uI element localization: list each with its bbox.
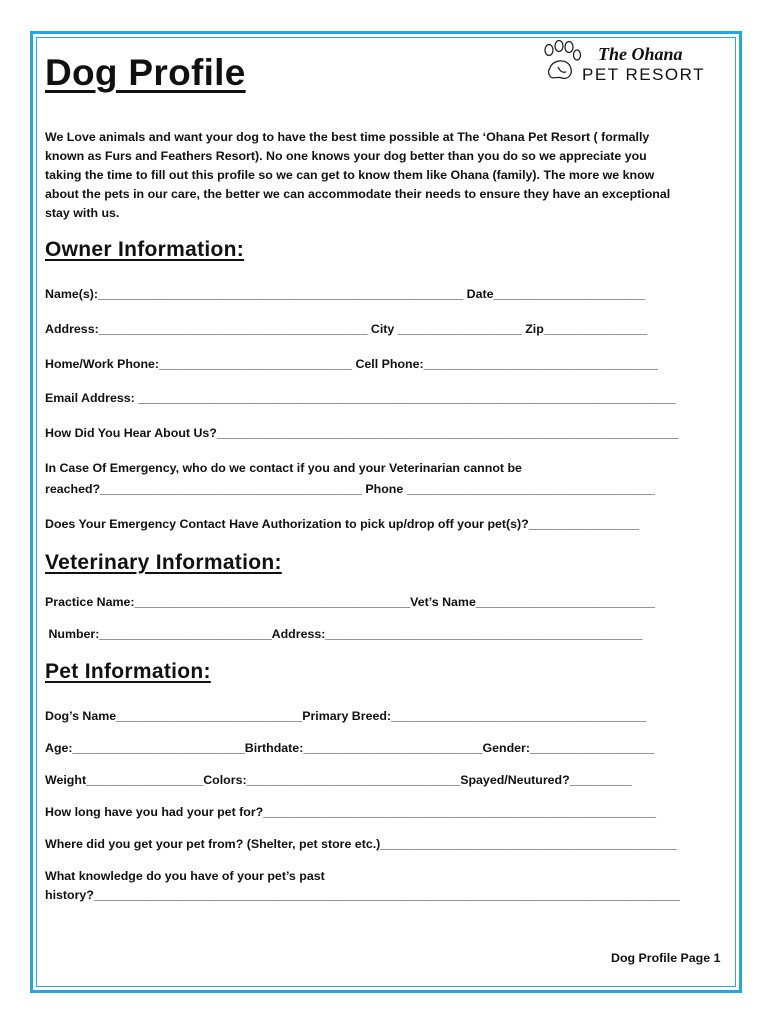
emergency-authorization-field[interactable]: Does Your Emergency Contact Have Authorization to pick up/drop off your pet(s)?________________ [45,517,639,531]
ownership-duration-field[interactable]: How long have you had your pet for?_________________________________________________________ [45,805,657,819]
owner-address-field[interactable]: Address:_______________________________________ City __________________ Zip_______________ [45,322,648,336]
owner-email-field[interactable]: Email Address: ______________________________________________________________________________ [45,391,676,405]
dog-name-breed-field[interactable]: Dog’s Name___________________________Primary Breed:_____________________________________ [45,709,647,723]
pet-history-field[interactable]: history?_____________________________________________________________________________________ [45,888,680,902]
pet-section-heading: Pet Information: [45,660,211,683]
vet-practice-field[interactable]: Practice Name:________________________________________Vet’s Name__________________________ [45,595,656,609]
intro-line: stay with us. [45,206,120,220]
intro-line: known as Furs and Feathers Resort). No one knows your dog better than you do so we appreciate you [45,149,647,163]
logo-subtitle: PET RESORT [582,65,706,84]
intro-line: about the pets in our care, the better we can accommodate their needs to ensure they have an exceptional [45,187,671,201]
pet-history-prompt: What knowledge do you have of your pet’s past [45,869,325,883]
owner-section-heading: Owner Information: [45,238,245,261]
intro-line: We Love animals and want your dog to have the best time possible at The ‘Ohana Pet Resort ( formally [45,130,650,144]
referral-source-field[interactable]: How Did You Hear About Us?___________________________________________________________________ [45,426,679,440]
intro-line: taking the time to fill out this profile so we can get to know them like Ohana (family). The more we know [45,168,655,182]
pet-origin-field[interactable]: Where did you get your pet from? (Shelter, pet store etc.)___________________________________________ [45,837,677,851]
page-title: Dog Profile [45,52,246,93]
emergency-contact-prompt: In Case Of Emergency, who do we contact if you and your Veterinarian cannot be [45,461,522,475]
age-birthdate-gender-field[interactable]: Age:_________________________Birthdate:__________________________Gender:__________________ [45,741,655,755]
weight-colors-spayed-field[interactable]: Weight_________________Colors:_______________________________Spayed/Neutured?_________ [45,773,632,787]
emergency-contact-field[interactable]: reached?______________________________________ Phone ____________________________________ [45,482,655,496]
resort-logo [540,40,715,90]
paw-print-icon [540,40,582,86]
logo-name: The Ohana [598,44,683,64]
page-number: Dog Profile Page 1 [611,951,721,965]
intro-paragraph [45,128,725,223]
owner-name-date-field[interactable]: Name(s):_____________________________________________________ Date______________________ [45,287,646,301]
vet-section-heading: Veterinary Information: [45,551,282,574]
owner-phone-field[interactable]: Home/Work Phone:____________________________ Cell Phone:__________________________________ [45,357,658,371]
vet-number-address-field[interactable]: Number:_________________________Address:______________________________________________ [45,627,643,641]
